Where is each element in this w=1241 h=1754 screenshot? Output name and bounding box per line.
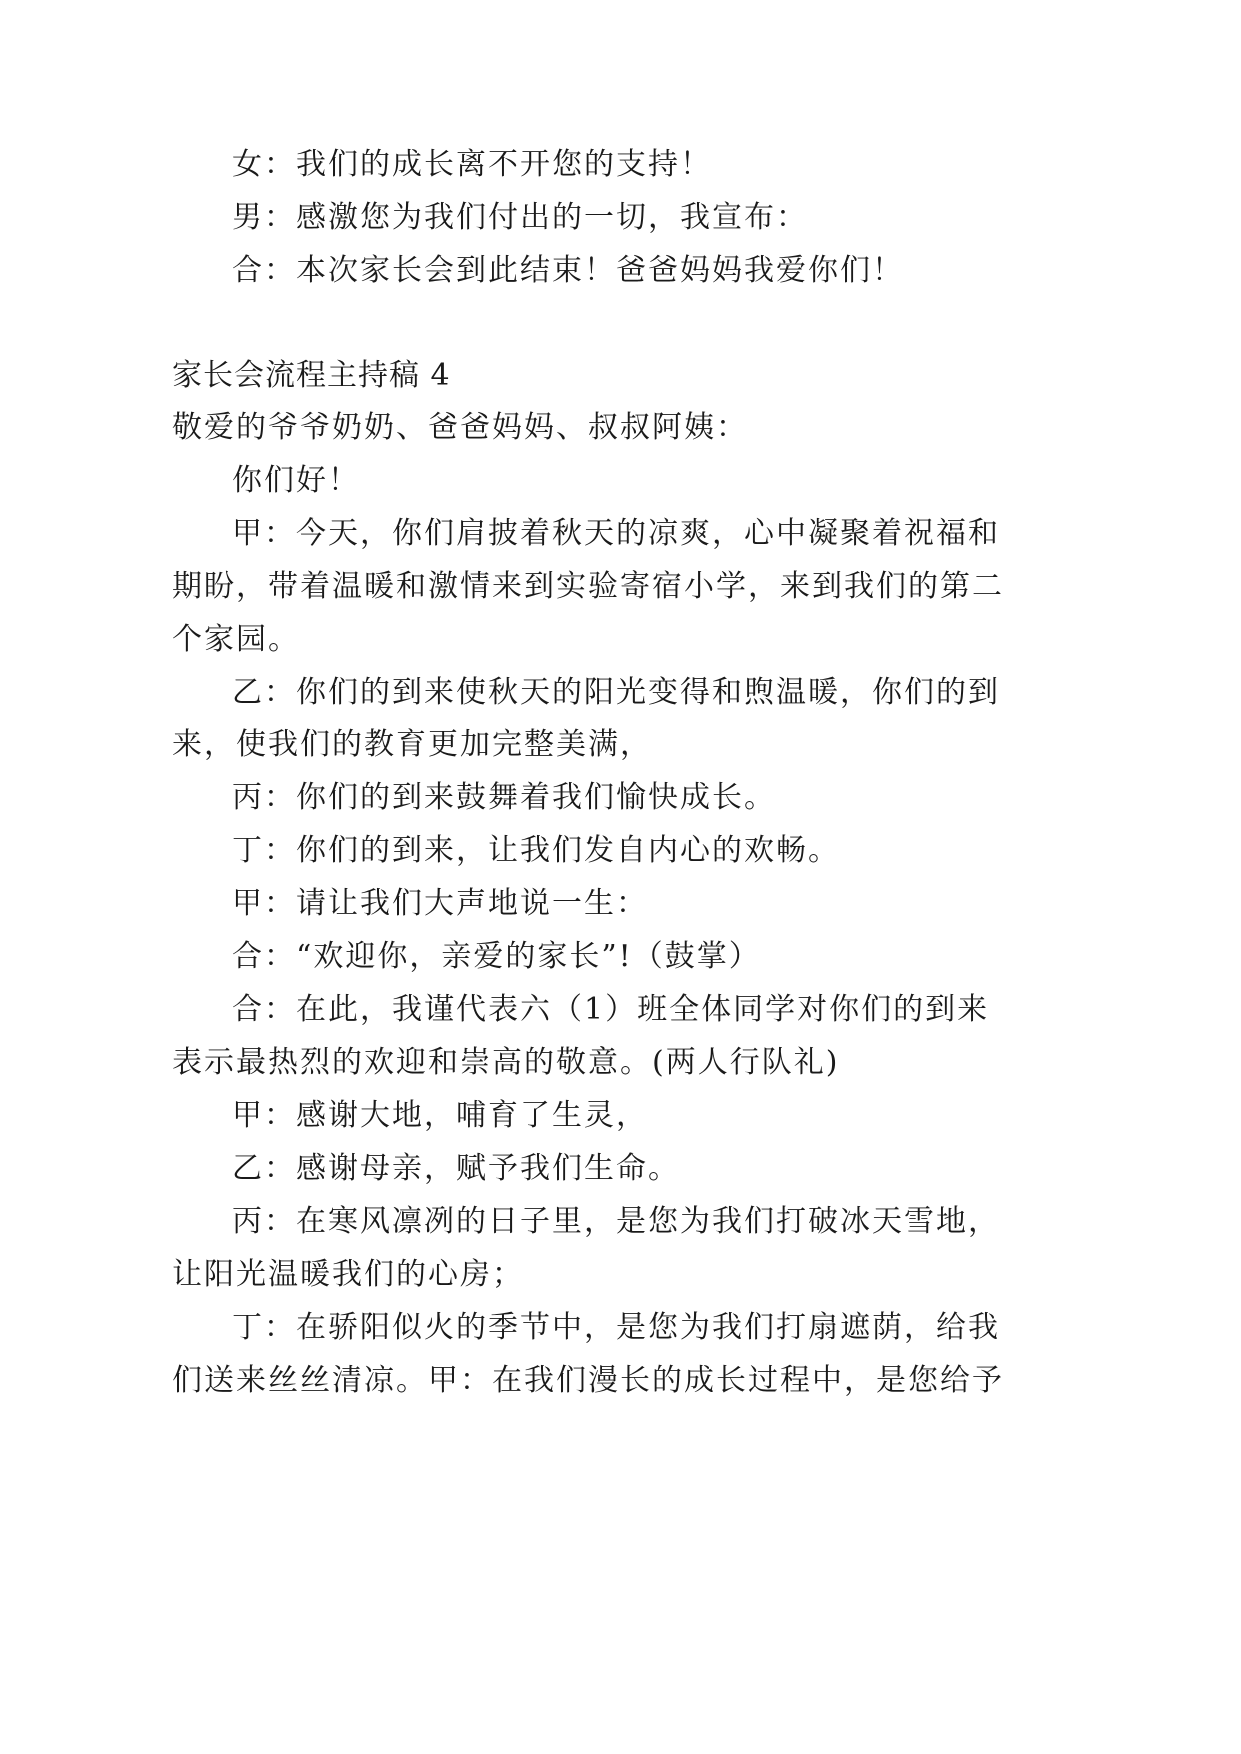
salutation: 敬爱的爷爷奶奶、爸爸妈妈、叔叔阿姨： <box>172 410 748 445</box>
text-line: 女：我们的成长离不开您的支持！ <box>232 147 712 182</box>
text-line: 来，使我们的教育更加完整美满， <box>172 727 652 762</box>
text-line: 合：本次家长会到此结束！爸爸妈妈我爱你们！ <box>232 253 904 288</box>
text-line: 男：感激您为我们付出的一切，我宣布： <box>232 200 808 235</box>
text-line: 期盼，带着温暖和激情来到实验寄宿小学，来到我们的第二 <box>172 569 1004 604</box>
text-line: 丁：在骄阳似火的季节中，是您为我们打扇遮荫，给我 <box>232 1310 1000 1345</box>
text-line: 表示最热烈的欢迎和崇高的敬意。(两人行队礼) <box>172 1045 840 1080</box>
text-line: 让阳光温暖我们的心房； <box>172 1257 524 1292</box>
text-line: 们送来丝丝清凉。甲：在我们漫长的成长过程中，是您给予 <box>172 1363 1004 1398</box>
text-line: 甲：感谢大地，哺育了生灵， <box>232 1098 648 1133</box>
text-line: 丁：你们的到来，让我们发自内心的欢畅。 <box>232 833 840 868</box>
text-line: 个家园。 <box>172 622 300 657</box>
text-line: 合：“欢迎你，亲爱的家长”!（鼓掌） <box>232 939 761 974</box>
text-line: 你们好！ <box>232 463 360 498</box>
text-line: 合：在此，我谨代表六（1）班全体同学对你们的到来 <box>232 992 990 1027</box>
text-line: 甲：今天，你们肩披着秋天的凉爽，心中凝聚着祝福和 <box>232 516 1000 551</box>
section-heading: 家长会流程主持稿 4 <box>172 358 451 393</box>
text-line: 丙：在寒风凛冽的日子里，是您为我们打破冰天雪地， <box>232 1204 1000 1239</box>
text-line: 乙：你们的到来使秋天的阳光变得和煦温暖，你们的到 <box>232 675 1000 710</box>
text-line: 丙：你们的到来鼓舞着我们愉快成长。 <box>232 780 776 815</box>
text-line: 乙：感谢母亲，赋予我们生命。 <box>232 1151 680 1186</box>
text-line: 甲：请让我们大声地说一生： <box>232 886 648 921</box>
